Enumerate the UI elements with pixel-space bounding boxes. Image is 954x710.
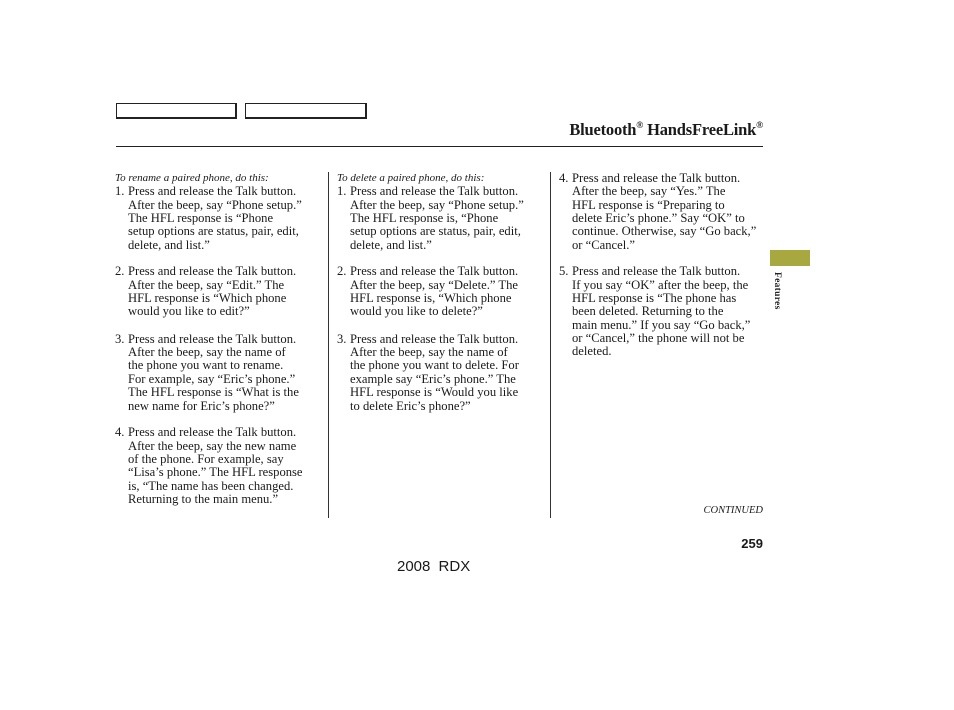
- step-line: “Lisa’s phone.” The HFL response: [128, 465, 303, 480]
- step-number: 5.: [559, 264, 569, 279]
- nav-button-1[interactable]: [116, 103, 237, 119]
- step-line: delete, and list.”: [128, 237, 210, 252]
- step-number: 1.: [115, 184, 125, 199]
- step-line: Press and release the Talk button.: [128, 264, 297, 279]
- step-line: After the beep, say the name of: [128, 345, 286, 360]
- step-number: 2.: [115, 264, 125, 279]
- step-line: or “Cancel.”: [572, 237, 635, 252]
- title-bluetooth: Bluetooth: [569, 120, 637, 139]
- step-line: Press and release the Talk button.: [350, 264, 519, 279]
- step-line: The HFL response is, “Phone: [350, 211, 499, 226]
- section-intro: To delete a paired phone, do this:: [337, 172, 485, 184]
- step-line: setup options are status, pair, edit,: [350, 224, 521, 239]
- step-line: deleted.: [572, 344, 612, 359]
- footer-model: 2008 RDX: [397, 558, 471, 575]
- step-line: After the beep, say “Phone setup.”: [350, 197, 524, 212]
- step-item: [115, 185, 320, 252]
- step-item: [337, 333, 542, 413]
- step-number: 4.: [559, 171, 569, 185]
- step-line: For example, say “Eric’s phone.”: [128, 371, 296, 386]
- step-line: HFL response is “Would you like: [350, 385, 519, 400]
- step-line: Press and release the Talk button.: [350, 331, 519, 346]
- step-item: [559, 265, 767, 358]
- step-line: Press and release the Talk button.: [128, 425, 297, 440]
- column-divider: [550, 172, 551, 518]
- step-line: HFL response is, “Which phone: [350, 291, 512, 306]
- step-line: setup options are status, pair, edit,: [128, 224, 299, 239]
- step-line: the phone you want to rename.: [128, 358, 284, 373]
- step-item: [337, 185, 542, 252]
- registered-mark: ®: [756, 120, 763, 131]
- header-rule: [116, 146, 763, 147]
- step-item: [115, 333, 320, 413]
- step-line: Press and release the Talk button.: [572, 264, 741, 279]
- step-line: HFL response is “The phone has: [572, 291, 737, 306]
- step-line: Press and release the Talk button.: [350, 184, 519, 199]
- step-item: [115, 265, 320, 318]
- step-line: If you say “OK” after the beep, the: [572, 277, 749, 292]
- step-line: After the beep, say “Yes.” The: [572, 184, 726, 199]
- step-line: of the phone. For example, say: [128, 451, 284, 466]
- step-line: the phone you want to delete. For: [350, 358, 519, 373]
- step-line: or “Cancel,” the phone will not be: [572, 331, 745, 346]
- column-rename: [115, 172, 320, 506]
- step-item: [559, 172, 767, 252]
- column-delete: [337, 172, 542, 413]
- page-title: [569, 120, 763, 140]
- step-line: would you like to edit?”: [128, 304, 250, 319]
- step-line: After the beep, say the new name: [128, 438, 297, 453]
- step-line: Press and release the Talk button.: [572, 171, 741, 185]
- step-number: 4.: [115, 425, 125, 440]
- step-line: new name for Eric’s phone?”: [128, 398, 275, 413]
- step-number: 3.: [115, 331, 125, 346]
- registered-mark: ®: [636, 120, 644, 131]
- section-intro: To rename a paired phone, do this:: [115, 172, 269, 184]
- step-line: After the beep, say “Edit.” The: [128, 277, 285, 292]
- step-line: After the beep, say “Delete.” The: [350, 277, 518, 292]
- continued-label: CONTINUED: [703, 505, 763, 516]
- step-line: Returning to the main menu.”: [128, 491, 279, 506]
- step-item: [337, 265, 542, 318]
- section-tab-label: Features: [772, 272, 782, 310]
- step-line: HFL response is “Preparing to: [572, 197, 725, 212]
- step-line: continue. Otherwise, say “Go back,”: [572, 224, 757, 239]
- step-line: delete Eric’s phone.” Say “OK” to: [572, 211, 745, 226]
- title-handsfreelink: HandsFreeLink: [643, 120, 757, 139]
- step-number: 3.: [337, 331, 347, 346]
- nav-button-2[interactable]: [245, 103, 367, 119]
- step-line: would you like to delete?”: [350, 304, 483, 319]
- column-delete-continued: [559, 172, 767, 359]
- step-item: [115, 426, 320, 506]
- step-line: After the beep, say “Phone setup.”: [128, 197, 302, 212]
- section-tab[interactable]: [770, 250, 810, 266]
- page-number: 259: [741, 536, 763, 551]
- step-line: After the beep, say the name of: [350, 345, 508, 360]
- step-line: Press and release the Talk button.: [128, 184, 297, 199]
- step-number: 1.: [337, 184, 347, 199]
- step-line: main menu.” If you say “Go back,”: [572, 317, 751, 332]
- step-line: Press and release the Talk button.: [128, 331, 297, 346]
- step-line: been deleted. Returning to the: [572, 304, 724, 319]
- step-line: The HFL response is “Phone: [128, 211, 274, 226]
- step-line: example say “Eric’s phone.” The: [350, 371, 516, 386]
- step-line: is, “The name has been changed.: [128, 478, 294, 493]
- step-line: to delete Eric’s phone?”: [350, 398, 471, 413]
- step-number: 2.: [337, 264, 347, 279]
- column-divider: [328, 172, 329, 518]
- step-line: The HFL response is “What is the: [128, 385, 299, 400]
- step-line: delete, and list.”: [350, 237, 432, 252]
- step-line: HFL response is “Which phone: [128, 291, 287, 306]
